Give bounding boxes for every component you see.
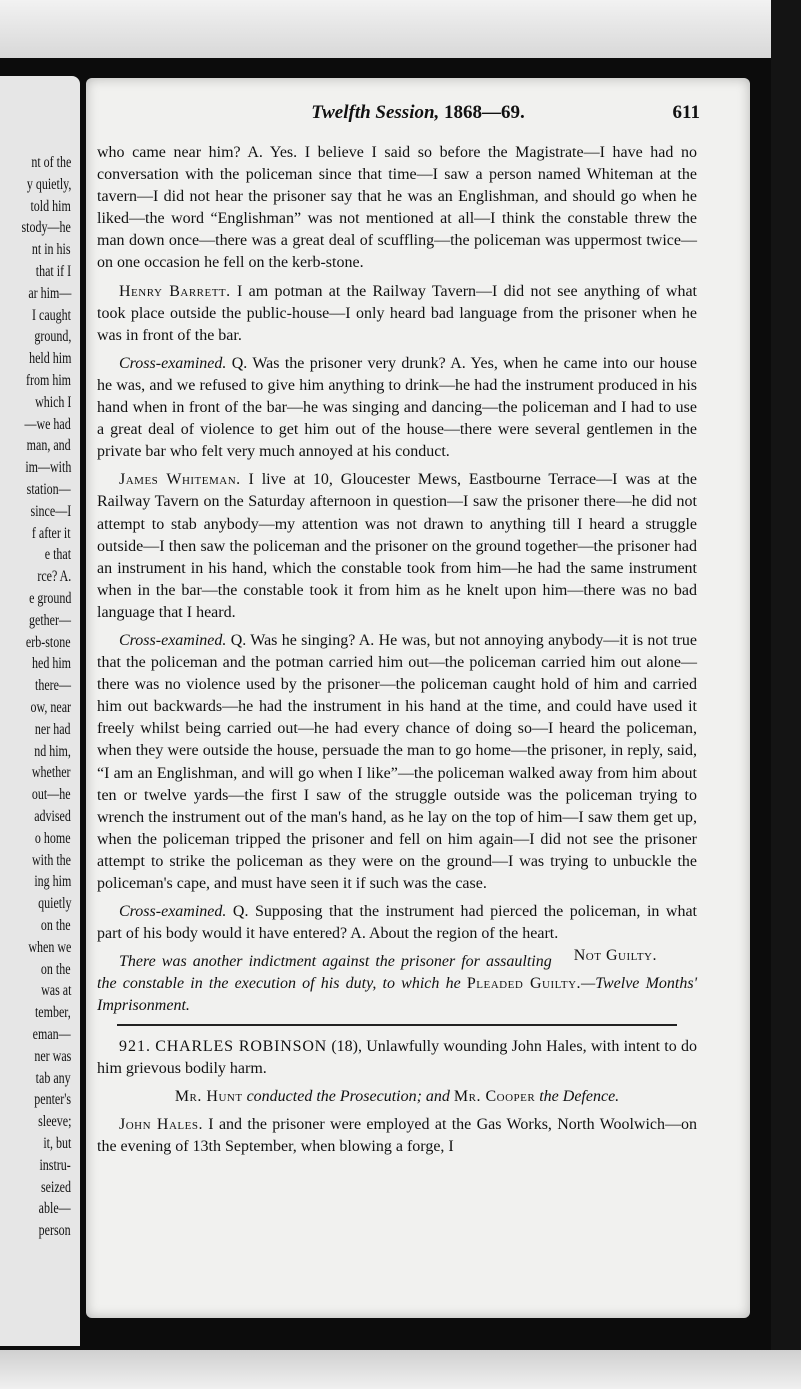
page-header [86, 102, 750, 128]
defence-counsel: Mr. Cooper [453, 1087, 536, 1105]
witness-name: Henry Barrett. [119, 282, 231, 300]
verdict: Not Guilty. [573, 947, 657, 965]
facing-page-line: instru- [39, 1156, 71, 1174]
facing-page-line: which I [34, 393, 71, 411]
facing-page-line: ner had [35, 720, 71, 738]
testimony-text: I am potman at the Railway Tavern—I did not see anything of what took place outside the public-house—I only heard bad language from the prisoner when he was in front of the bar. [97, 282, 697, 344]
facing-page-line: I caught [32, 306, 71, 324]
scan-bottom-margin [0, 1350, 801, 1389]
facing-page-line: nd him, [34, 742, 71, 760]
facing-page-line: —we had [24, 415, 71, 433]
facing-page-line: o home [35, 829, 71, 847]
counsel-text: the Defence. [535, 1087, 620, 1105]
defendant-age: (18), [327, 1037, 362, 1055]
facing-page-line: nt of the [31, 154, 71, 171]
facing-page-line: rce? A. [37, 568, 71, 586]
facing-page-line: stody—he [21, 219, 71, 237]
facing-page-line: that if I [35, 263, 71, 280]
plea: Pleaded Guilty. [466, 975, 582, 993]
witness-name: James Whiteman. [119, 471, 241, 489]
book-page [86, 78, 750, 1318]
facing-page-line: able— [39, 1200, 71, 1218]
facing-page-line: sleeve; [37, 1113, 71, 1131]
counsel-text: conducted the Prosecution; and [242, 1087, 454, 1105]
facing-page-line: e that [44, 546, 71, 564]
witness-testimony [97, 469, 697, 624]
facing-page-line: tab any [36, 1069, 71, 1087]
case-divider [117, 1024, 677, 1026]
testimony-text: I live at 10, Gloucester Mews, Eastbourne Terrace—I was at the Railway Tavern on the Saturday afternoon in question—I saw the prisoner there—he did not attempt to stab anybody—my attention was not drawn to anything till I heard a struggle outside—I then saw the policeman and the prisoner on the ground together—the prisoner had an instrument in his hand, which the constable took from him—he had the same instrument when in the bar—the constable took it from him as he knelt upon him—there was no bad language that I heard. [97, 471, 697, 621]
indictment-text: There was another indictment against the prisoner for assaulting the constable in the execution of his duty, to which he [97, 953, 552, 993]
facing-page-line: gether— [29, 611, 71, 629]
cross-examined-label: Cross-examined. [119, 354, 227, 372]
testimony-text: Q. Was he singing? A. He was, but not annoying anybody—it is not true that the policeman and the potman carried him out—the policeman carried him out alone—there was no violence used by the prisoner—the policeman caught hold of him and carried him out backwards—he had the instrument in his hand at the time, and could have used it freely whilst being carried out—he had every chance of doing so—I heard the policeman, when they were outside the house, persuade the man to go home—the prisoner, in reply, said, “I am an Englishman, and will go when I like”—the policeman walked away from him about ten or twelve yards—the first I saw of the struggle outside was the policeman trying to wrench the instrument out of the man's hand, as he lay on the top of him—I saw them get up, when the policeman tripped the prisoner and fell on him again—I did not see the prisoner attempt to strike the policeman as they were on the ground—I was trying to unbuckle the policeman's cape, and must have seen it if such was the case. [97, 631, 697, 892]
facing-page-line: y quietly, [26, 175, 71, 193]
facing-page-line: erb-stone [26, 633, 71, 651]
facing-page-line: hed him [32, 655, 71, 673]
facing-page-line: when we [28, 938, 71, 956]
testimony-paragraph: who came near him? A. Yes. I believe I said so before the Magistrate—I have had no conversation with the policeman since that time—I saw a person named Whiteman at the tavern—I did not hear the prisoner say that he was an Englishman, and should go when he liked—the word “Englishman” was not mentioned at all—I think the constable threw the man down once—there was a great deal of scuffling—the policeman was uppermost twice—on one occasion he fell on the kerb-stone. [97, 144, 697, 272]
facing-page-line: ing him [33, 873, 71, 891]
testimony-text: Q. Was the prisoner very drunk? A. Yes, when he came into our house he was, and we refused to give him anything to drink—he had the instrument produced in his hand when in front of the bar—he was singing and dancing—the policeman and I had to use a great deal of violence to get him out of the house—there were several gentlemen in the private bar who felt very much annoyed at his conduct. [97, 354, 697, 461]
facing-page-line: on the [41, 960, 71, 978]
facing-page-line: person [39, 1222, 71, 1240]
witness-name: John Hales. [119, 1115, 203, 1133]
facing-page-line: with the [32, 851, 71, 869]
facing-page-line: im—with [24, 459, 71, 477]
facing-page-line: there— [35, 677, 71, 695]
page-body [97, 142, 697, 1164]
facing-page-line: was at [40, 982, 71, 1000]
facing-page-line: eman— [33, 1026, 71, 1043]
testimony-text: I and the prisoner were employed at the Gas Works, North Woolwich—on the evening of 13th September, when blowing a forge, I [97, 1115, 697, 1155]
facing-page-line: out—he [32, 786, 71, 804]
scan-right-edge [771, 0, 801, 1389]
facing-page-line: tember, [35, 1004, 71, 1022]
scan-top-margin [0, 0, 801, 58]
facing-page-line: told him [30, 197, 71, 215]
facing-page-line: e ground [28, 590, 71, 607]
facing-page-line: seized [41, 1178, 71, 1196]
charge-text: Unlawfully wounding John Hales, with intent to do him grievous bodily harm. [97, 1037, 698, 1077]
cross-examination [97, 630, 697, 895]
witness-testimony [97, 281, 697, 347]
cross-examination [97, 901, 697, 965]
counsel-line [97, 1086, 697, 1108]
testimony-text: Q. Supposing that the instrument had pierced the policeman, in what part of his body would it have entered? A. About the region of the heart. [97, 903, 697, 943]
defendant-name: CHARLES ROBINSON [155, 1037, 328, 1055]
facing-page-line: held him [28, 350, 71, 368]
witness-testimony [97, 1114, 697, 1158]
page-number: 611 [672, 102, 700, 123]
facing-page-line: ow, near [30, 699, 71, 716]
facing-page-line: ner was [34, 1047, 71, 1065]
facing-page-line: man, and [27, 437, 71, 455]
facing-page-line: quietly [37, 895, 71, 913]
session-title: Twelfth Session, [311, 102, 440, 123]
case-heading [97, 1036, 697, 1080]
prosecution-counsel: Mr. Hunt [174, 1087, 243, 1105]
cross-examination [97, 353, 697, 463]
session-years: 1868—69. [444, 102, 525, 123]
facing-page-line: from him [26, 372, 71, 389]
facing-page-line: it, but [42, 1135, 71, 1152]
sentence-text: —Twelve Months' Imprisonment. [97, 975, 698, 1015]
facing-page-line: ground, [34, 328, 71, 346]
facing-page-fragment [0, 76, 80, 1346]
cross-examined-label: Cross-examined. [119, 631, 227, 649]
facing-page-line: since—I [30, 502, 71, 520]
facing-page-line: nt in his [32, 241, 71, 259]
facing-page-line: whether [32, 764, 71, 782]
case-number: 921. [119, 1037, 151, 1055]
facing-page-line: f after it [32, 524, 71, 542]
cross-examined-label: Cross-examined. [119, 903, 227, 921]
facing-page-line: on the [41, 917, 71, 934]
facing-page-line: penter's [34, 1091, 71, 1109]
facing-page-line: advised [34, 808, 71, 825]
running-head [86, 102, 750, 124]
facing-page-line: station— [26, 481, 71, 498]
facing-page-line: ar him— [28, 284, 71, 302]
